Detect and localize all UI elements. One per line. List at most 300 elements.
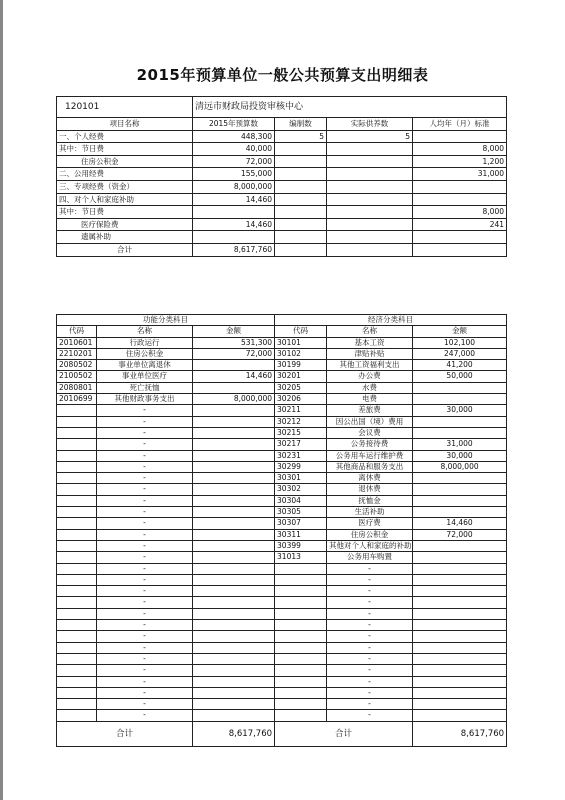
func-code <box>57 450 97 461</box>
item-budget: 448,300 <box>193 130 275 143</box>
section-economic: 经济分类科目 <box>275 315 507 326</box>
item-shiji <box>327 193 413 206</box>
func-amount <box>193 586 275 597</box>
unit-code: 120101 <box>57 97 193 118</box>
econ-amount <box>413 597 507 608</box>
econ-code: 30399 <box>275 540 327 551</box>
func-code <box>57 484 97 495</box>
econ-amount: 102,100 <box>413 337 507 348</box>
detail-header-row <box>57 326 507 337</box>
econ-amount <box>413 676 507 687</box>
item-shiji <box>327 143 413 156</box>
func-name-placeholder: - <box>97 631 193 642</box>
summary-header: 人均年（月）标准 <box>413 118 507 131</box>
econ-code: 30215 <box>275 427 327 438</box>
econ-name: 基本工资 <box>327 337 413 348</box>
econ-code <box>275 642 327 653</box>
func-code <box>57 653 97 664</box>
econ-amount: 8,000,000 <box>413 461 507 472</box>
econ-code: 30201 <box>275 371 327 382</box>
func-name-placeholder: - <box>97 495 193 506</box>
func-name: 住房公积金 <box>97 348 193 359</box>
item-name: 住房公积金 <box>57 155 193 168</box>
econ-amount <box>413 416 507 427</box>
econ-name-placeholder: - <box>327 586 413 597</box>
func-code: 2010699 <box>57 394 97 405</box>
econ-name: 其他对个人和家庭的补助 <box>327 540 413 551</box>
econ-name: 生活补助 <box>327 507 413 518</box>
detail-row <box>57 495 507 506</box>
detail-row <box>57 631 507 642</box>
econ-code: 30205 <box>275 382 327 393</box>
func-amount <box>193 540 275 551</box>
func-code: 2080502 <box>57 360 97 371</box>
func-code <box>57 563 97 574</box>
item-name: 合计 <box>57 243 193 256</box>
func-name-placeholder: - <box>97 507 193 518</box>
func-code <box>57 529 97 540</box>
section-functional: 功能分类科目 <box>57 315 275 326</box>
summary-row <box>57 243 507 256</box>
detail-row <box>57 552 507 563</box>
func-amount <box>193 574 275 585</box>
func-amount <box>193 518 275 529</box>
func-name-placeholder: - <box>97 484 193 495</box>
summary-header: 实际供养数 <box>327 118 413 131</box>
detail-row <box>57 461 507 472</box>
func-name-placeholder: - <box>97 642 193 653</box>
econ-name-placeholder: - <box>327 676 413 687</box>
item-bianzhi <box>275 206 327 219</box>
detail-row <box>57 665 507 676</box>
econ-name: 差旅费 <box>327 405 413 416</box>
econ-amount <box>413 631 507 642</box>
func-name: 其他财政事务支出 <box>97 394 193 405</box>
section-header-row <box>57 315 507 326</box>
econ-name-placeholder: - <box>327 642 413 653</box>
item-standard <box>413 243 507 256</box>
func-name-placeholder: - <box>97 540 193 551</box>
func-name-placeholder: - <box>97 416 193 427</box>
econ-amount <box>413 427 507 438</box>
econ-code <box>275 597 327 608</box>
econ-name: 医疗费 <box>327 518 413 529</box>
item-standard <box>413 193 507 206</box>
item-bianzhi <box>275 143 327 156</box>
detail-row <box>57 642 507 653</box>
econ-name: 公务接待费 <box>327 439 413 450</box>
summary-header: 2015年预算数 <box>193 118 275 131</box>
total-label-func: 合计 <box>57 721 193 746</box>
summary-header-row <box>57 118 507 131</box>
econ-name: 公务用车运行维护费 <box>327 450 413 461</box>
econ-code: 30301 <box>275 473 327 484</box>
econ-code: 31013 <box>275 552 327 563</box>
total-func: 8,617,760 <box>193 721 275 746</box>
item-name: 三、专项经费（资金） <box>57 180 193 193</box>
scan-edge <box>0 0 3 800</box>
detail-row <box>57 416 507 427</box>
detail-row <box>57 540 507 551</box>
summary-row <box>57 180 507 193</box>
item-standard: 1,200 <box>413 155 507 168</box>
econ-amount: 31,000 <box>413 439 507 450</box>
func-code <box>57 597 97 608</box>
econ-code: 30311 <box>275 529 327 540</box>
func-amount <box>193 563 275 574</box>
econ-code: 30206 <box>275 394 327 405</box>
summary-row <box>57 130 507 143</box>
func-name-placeholder: - <box>97 518 193 529</box>
func-name-placeholder: - <box>97 608 193 619</box>
func-amount <box>193 676 275 687</box>
item-standard <box>413 231 507 244</box>
func-code: 2210201 <box>57 348 97 359</box>
func-amount <box>193 507 275 518</box>
func-amount <box>193 484 275 495</box>
econ-code <box>275 665 327 676</box>
detail-row <box>57 439 507 450</box>
detail-row <box>57 529 507 540</box>
econ-name-placeholder: - <box>327 699 413 710</box>
func-code <box>57 574 97 585</box>
econ-amount <box>413 665 507 676</box>
func-code <box>57 631 97 642</box>
item-standard: 241 <box>413 218 507 231</box>
detail-row <box>57 473 507 484</box>
func-code <box>57 699 97 710</box>
func-amount <box>193 405 275 416</box>
econ-code: 30231 <box>275 450 327 461</box>
econ-name-placeholder: - <box>327 563 413 574</box>
detail-row <box>57 676 507 687</box>
econ-code: 30302 <box>275 484 327 495</box>
detail-row <box>57 710 507 721</box>
detail-row <box>57 597 507 608</box>
detail-row <box>57 653 507 664</box>
item-budget: 14,460 <box>193 218 275 231</box>
detail-header: 金额 <box>193 326 275 337</box>
item-name: 二、公用经费 <box>57 168 193 181</box>
econ-name-placeholder: - <box>327 665 413 676</box>
func-amount <box>193 665 275 676</box>
detail-table <box>56 314 507 747</box>
item-budget: 40,000 <box>193 143 275 156</box>
econ-amount: 30,000 <box>413 450 507 461</box>
item-bianzhi <box>275 231 327 244</box>
econ-code: 30212 <box>275 416 327 427</box>
econ-amount <box>413 382 507 393</box>
detail-row <box>57 507 507 518</box>
summary-row <box>57 206 507 219</box>
func-amount <box>193 461 275 472</box>
econ-code: 30101 <box>275 337 327 348</box>
item-standard: 8,000 <box>413 206 507 219</box>
detail-row <box>57 699 507 710</box>
unit-row <box>57 97 507 118</box>
econ-amount <box>413 540 507 551</box>
func-code <box>57 687 97 698</box>
econ-amount: 30,000 <box>413 405 507 416</box>
econ-name-placeholder: - <box>327 710 413 721</box>
econ-code <box>275 574 327 585</box>
func-amount <box>193 653 275 664</box>
econ-amount <box>413 495 507 506</box>
item-budget: 14,460 <box>193 193 275 206</box>
econ-name-placeholder: - <box>327 653 413 664</box>
item-bianzhi: 5 <box>275 130 327 143</box>
econ-name: 公务用车购置 <box>327 552 413 563</box>
func-name-placeholder: - <box>97 450 193 461</box>
item-budget: 8,617,760 <box>193 243 275 256</box>
item-budget <box>193 206 275 219</box>
item-bianzhi <box>275 243 327 256</box>
func-code: 2010601 <box>57 337 97 348</box>
func-code <box>57 540 97 551</box>
detail-header: 名称 <box>327 326 413 337</box>
econ-code <box>275 608 327 619</box>
detail-row <box>57 563 507 574</box>
item-standard: 31,000 <box>413 168 507 181</box>
econ-name-placeholder: - <box>327 608 413 619</box>
econ-amount <box>413 687 507 698</box>
econ-code: 30199 <box>275 360 327 371</box>
func-code <box>57 427 97 438</box>
func-code: 2100502 <box>57 371 97 382</box>
econ-amount <box>413 710 507 721</box>
econ-code <box>275 699 327 710</box>
detail-header: 金额 <box>413 326 507 337</box>
func-code <box>57 676 97 687</box>
item-name: 一、个人经费 <box>57 130 193 143</box>
item-shiji <box>327 168 413 181</box>
econ-amount <box>413 586 507 597</box>
econ-amount <box>413 620 507 631</box>
func-code <box>57 405 97 416</box>
econ-code <box>275 586 327 597</box>
econ-code <box>275 687 327 698</box>
econ-code: 30307 <box>275 518 327 529</box>
detail-row <box>57 337 507 348</box>
econ-name-placeholder: - <box>327 631 413 642</box>
func-amount <box>193 360 275 371</box>
func-code <box>57 642 97 653</box>
detail-row <box>57 574 507 585</box>
econ-amount <box>413 563 507 574</box>
detail-row <box>57 687 507 698</box>
func-name: 事业单位医疗 <box>97 371 193 382</box>
func-code <box>57 665 97 676</box>
func-amount <box>193 608 275 619</box>
item-name: 其中：节日费 <box>57 143 193 156</box>
func-name: 行政运行 <box>97 337 193 348</box>
detail-row <box>57 518 507 529</box>
item-shiji <box>327 231 413 244</box>
func-amount <box>193 473 275 484</box>
func-code <box>57 620 97 631</box>
func-amount <box>193 699 275 710</box>
func-amount: 8,000,000 <box>193 394 275 405</box>
econ-amount <box>413 394 507 405</box>
detail-row <box>57 484 507 495</box>
func-code: 2080801 <box>57 382 97 393</box>
item-bianzhi <box>275 180 327 193</box>
summary-row <box>57 218 507 231</box>
func-amount <box>193 597 275 608</box>
item-name: 四、对个人和家庭补助 <box>57 193 193 206</box>
func-amount <box>193 450 275 461</box>
detail-row <box>57 394 507 405</box>
summary-row <box>57 143 507 156</box>
item-shiji <box>327 155 413 168</box>
func-name-placeholder: - <box>97 473 193 484</box>
func-amount: 531,300 <box>193 337 275 348</box>
econ-name: 住房公积金 <box>327 529 413 540</box>
detail-header: 名称 <box>97 326 193 337</box>
item-bianzhi <box>275 155 327 168</box>
func-amount <box>193 439 275 450</box>
detail-row <box>57 620 507 631</box>
item-name: 医疗保险费 <box>57 218 193 231</box>
func-code <box>57 710 97 721</box>
econ-amount: 72,000 <box>413 529 507 540</box>
summary-header: 项目名称 <box>57 118 193 131</box>
detail-header: 代码 <box>57 326 97 337</box>
detail-row <box>57 348 507 359</box>
econ-code <box>275 563 327 574</box>
econ-amount <box>413 608 507 619</box>
econ-amount <box>413 699 507 710</box>
func-amount: 14,460 <box>193 371 275 382</box>
detail-row <box>57 586 507 597</box>
econ-code: 30217 <box>275 439 327 450</box>
detail-header: 代码 <box>275 326 327 337</box>
econ-name: 水费 <box>327 382 413 393</box>
func-code <box>57 608 97 619</box>
econ-name: 退休费 <box>327 484 413 495</box>
func-name-placeholder: - <box>97 529 193 540</box>
summary-row <box>57 155 507 168</box>
func-code <box>57 416 97 427</box>
func-code <box>57 507 97 518</box>
func-code <box>57 518 97 529</box>
func-name-placeholder: - <box>97 461 193 472</box>
item-budget: 8,000,000 <box>193 180 275 193</box>
econ-code: 30299 <box>275 461 327 472</box>
econ-code <box>275 653 327 664</box>
econ-amount <box>413 653 507 664</box>
item-bianzhi <box>275 193 327 206</box>
total-row <box>57 721 507 746</box>
func-name: 死亡抚恤 <box>97 382 193 393</box>
func-name: 事业单位离退休 <box>97 360 193 371</box>
func-name-placeholder: - <box>97 620 193 631</box>
func-name-placeholder: - <box>97 405 193 416</box>
func-code <box>57 495 97 506</box>
econ-code: 30304 <box>275 495 327 506</box>
func-amount <box>193 687 275 698</box>
item-standard <box>413 130 507 143</box>
econ-code: 30305 <box>275 507 327 518</box>
func-name-placeholder: - <box>97 563 193 574</box>
econ-code <box>275 676 327 687</box>
econ-name: 离休费 <box>327 473 413 484</box>
econ-code: 30211 <box>275 405 327 416</box>
item-shiji <box>327 180 413 193</box>
detail-row <box>57 450 507 461</box>
econ-amount <box>413 552 507 563</box>
econ-amount <box>413 507 507 518</box>
func-name-placeholder: - <box>97 676 193 687</box>
item-standard <box>413 180 507 193</box>
item-shiji <box>327 206 413 219</box>
econ-code <box>275 710 327 721</box>
func-code <box>57 473 97 484</box>
item-budget: 155,000 <box>193 168 275 181</box>
econ-amount <box>413 484 507 495</box>
func-amount <box>193 552 275 563</box>
econ-name: 会议费 <box>327 427 413 438</box>
item-name: 遗属补助 <box>57 231 193 244</box>
unit-name: 清远市财政局投资审核中心 <box>193 97 507 118</box>
func-amount: 72,000 <box>193 348 275 359</box>
econ-name: 因公出国（境）费用 <box>327 416 413 427</box>
func-amount <box>193 495 275 506</box>
item-budget: 72,000 <box>193 155 275 168</box>
func-amount <box>193 620 275 631</box>
summary-row <box>57 168 507 181</box>
func-code <box>57 439 97 450</box>
func-code <box>57 461 97 472</box>
func-name-placeholder: - <box>97 687 193 698</box>
econ-name: 其他工资福利支出 <box>327 360 413 371</box>
econ-amount: 14,460 <box>413 518 507 529</box>
econ-code: 30102 <box>275 348 327 359</box>
detail-row <box>57 608 507 619</box>
econ-name-placeholder: - <box>327 687 413 698</box>
summary-row <box>57 231 507 244</box>
func-name-placeholder: - <box>97 586 193 597</box>
func-amount <box>193 427 275 438</box>
econ-amount: 247,000 <box>413 348 507 359</box>
item-shiji: 5 <box>327 130 413 143</box>
econ-name: 办公费 <box>327 371 413 382</box>
econ-name: 电费 <box>327 394 413 405</box>
econ-amount <box>413 574 507 585</box>
total-label-econ: 合计 <box>275 721 413 746</box>
summary-row <box>57 193 507 206</box>
func-name-placeholder: - <box>97 552 193 563</box>
func-amount <box>193 416 275 427</box>
detail-row <box>57 405 507 416</box>
func-code <box>57 552 97 563</box>
item-shiji <box>327 243 413 256</box>
total-econ: 8,617,760 <box>413 721 507 746</box>
econ-code <box>275 631 327 642</box>
econ-name-placeholder: - <box>327 597 413 608</box>
func-name-placeholder: - <box>97 427 193 438</box>
econ-amount <box>413 473 507 484</box>
item-bianzhi <box>275 168 327 181</box>
func-amount <box>193 631 275 642</box>
detail-row <box>57 382 507 393</box>
econ-name: 其他商品和服务支出 <box>327 461 413 472</box>
func-code <box>57 586 97 597</box>
detail-row <box>57 371 507 382</box>
detail-row <box>57 360 507 371</box>
func-name-placeholder: - <box>97 710 193 721</box>
func-name-placeholder: - <box>97 574 193 585</box>
